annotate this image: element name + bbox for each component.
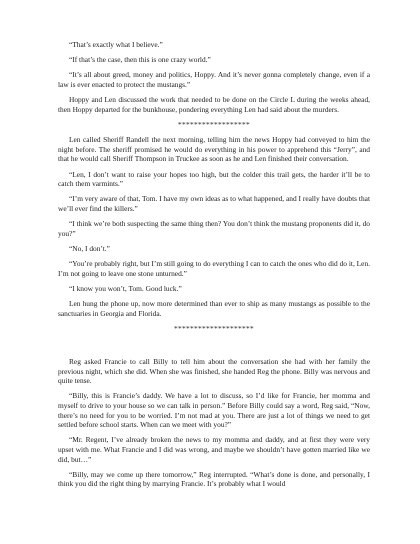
paragraph: Len called Sheriff Randell the next morning, telling him the news Hoppy had conveyed to him the night before. The sheriff promised he would do everything in his power to apprehend this “Jerry”, and that he would call Sheriff Thompson in Truckee as soon as he and Len finished their conversation. xyxy=(58,135,370,164)
paragraph: “Billy, this is Francie’s daddy. We have a lot to discuss, so I’d like for Francie, her momma and myself to drive to your house so we can talk in person.” Before Billy could say a word, Reg said, “Now, there’s no need for you to be worried. I’m not mad at you. There are just a lot of things we need to get settled before school starts. When can we meet with you?” xyxy=(58,391,370,430)
paragraph: Len hung the phone up, now more determined than ever to ship as many mustangs as possible to the sanctuaries in Georgia and Florida. xyxy=(58,299,370,318)
section-gap xyxy=(58,339,370,357)
paragraph: “I think we’re both suspecting the same thing then? You don’t think the mustang proponents did it, do you?” xyxy=(58,219,370,238)
paragraph: “Len, I don’t want to raise your hopes too high, but the colder this trail gets, the harder it’ll be to catch them varmints.” xyxy=(58,169,370,189)
paragraph: “No, I don’t.” xyxy=(69,243,110,253)
paragraph: Hoppy and Len discussed the work that needed to be done on the Circle L during the weeks ahead, then Hoppy departed for the bunkhouse, pondering everything Len had said about the murders. xyxy=(58,95,370,114)
paragraph: “That’s exactly what I believe.” xyxy=(69,40,163,49)
paragraph: “I know you won’t, Tom. Good luck.” xyxy=(69,283,182,293)
section-separator: ******************** xyxy=(174,323,254,333)
document-page xyxy=(58,40,370,494)
paragraph: “If that’s the case, then this is one crazy world.” xyxy=(69,55,211,65)
paragraph: “Mr. Regent, I’ve already broken the news to my momma and daddy, and at first they were very upset with me. What Francie and I did was wrong, and maybe we shouldn’t have gotten married like we did, but…” xyxy=(58,435,370,464)
paragraph: “You’re probably right, but I’m still going to do everything I can to catch the ones who did do it, Len. I’m not going to leave one stone unturned.” xyxy=(58,259,370,278)
paragraph: “It’s all about greed, money and politics, Hoppy. And it’s never gonna completely change, even if a law is ever enacted to protect the mustangs.” xyxy=(58,70,370,89)
paragraph: “Billy, may we come up there tomorrow,” Reg interrupted. “What’s done is done, and personally, I think you did the right thing by marrying Francie. It’s probably what I would xyxy=(58,469,370,489)
section-separator: ****************** xyxy=(178,119,250,129)
paragraph: Reg asked Francie to call Billy to tell him about the conversation she had with her family the previous night, which she did. When she was finished, she handed Reg the phone. Billy was nervous and quite tense. xyxy=(58,356,370,386)
paragraph: “I’m very aware of that, Tom. I have my own ideas as to what happened, and I really have doubts that we’ll ever find the killers.” xyxy=(58,194,370,213)
